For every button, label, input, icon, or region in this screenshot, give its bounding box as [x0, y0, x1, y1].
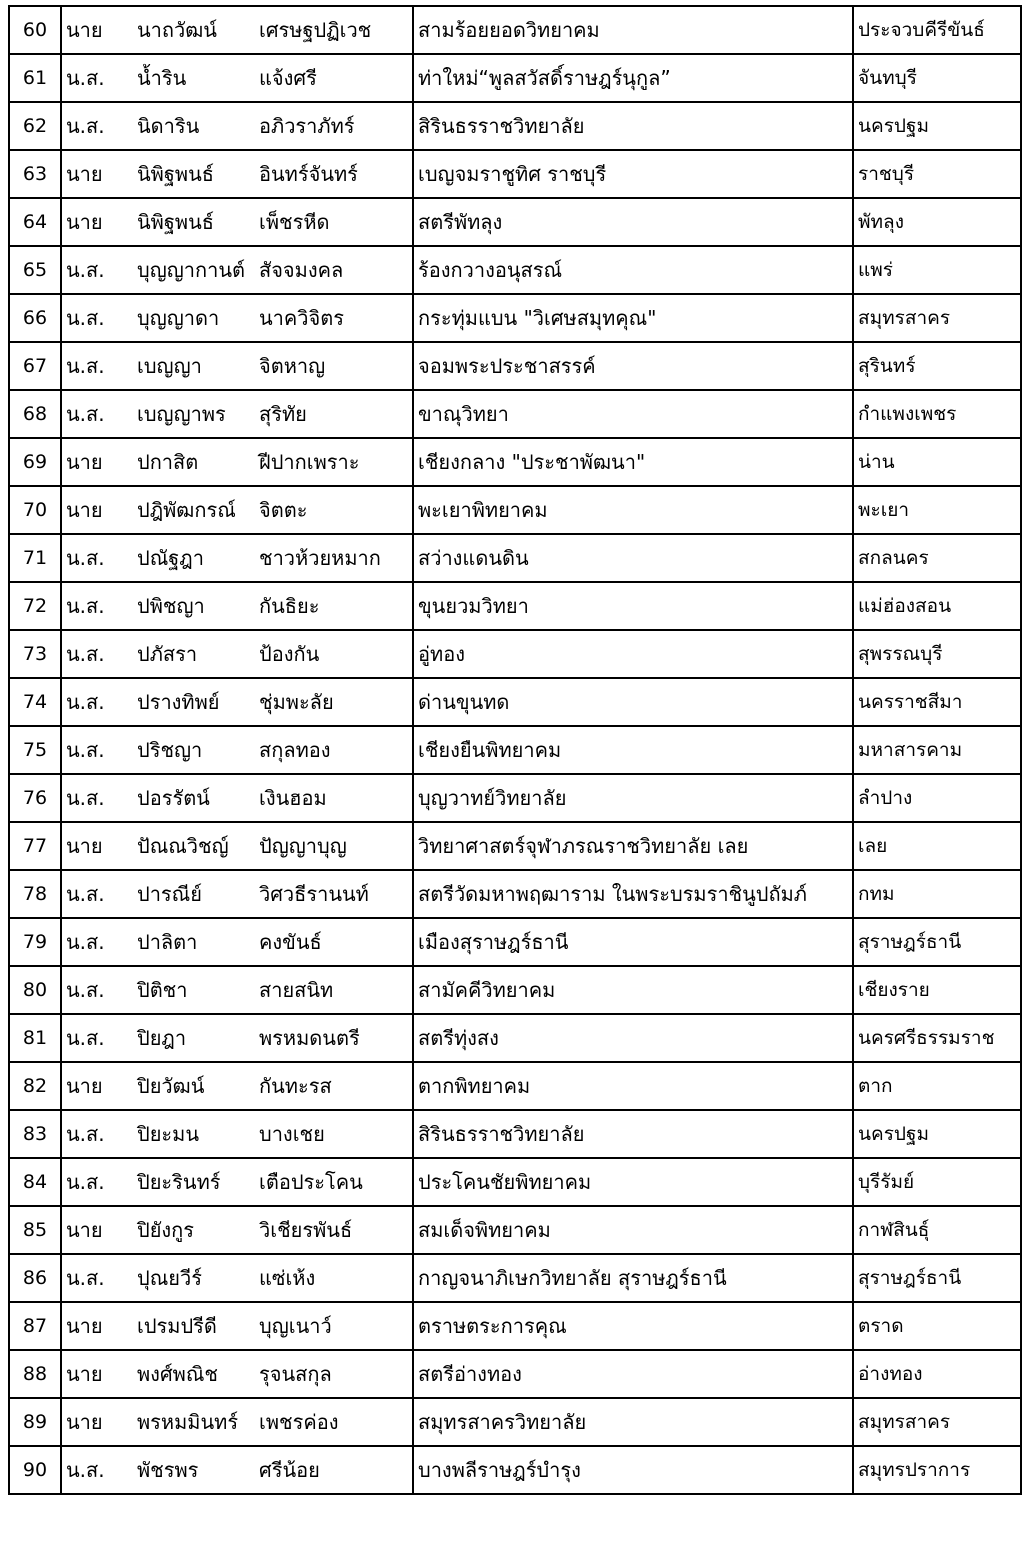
table-row — [9, 102, 1021, 150]
school-cell: เบญจมราชูทิศ ราชบุรี — [413, 150, 853, 198]
title-cell: น.ส. — [61, 390, 131, 438]
row-number-cell: 82 — [9, 1062, 61, 1110]
row-number-cell: 75 — [9, 726, 61, 774]
school-cell: กระทุ่มแบน "วิเศษสมุทคุณ" — [413, 294, 853, 342]
school-cell: สามัคคีวิทยาคม — [413, 966, 853, 1014]
table-row — [9, 198, 1021, 246]
province-cell: ราชบุรี — [853, 150, 1021, 198]
title-cell: นาย — [61, 486, 131, 534]
table-row — [9, 294, 1021, 342]
school-cell: สตรีทุ่งสง — [413, 1014, 853, 1062]
first-name-cell: ปิติชา — [131, 966, 255, 1014]
school-cell: เมืองสุราษฎร์ธานี — [413, 918, 853, 966]
province-cell: น่าน — [853, 438, 1021, 486]
first-name-cell: พงศ์พณิช — [131, 1350, 255, 1398]
province-cell: ประจวบคีรีขันธ์ — [853, 6, 1021, 54]
table-row — [9, 726, 1021, 774]
province-cell: กาฬสินธุ์ — [853, 1206, 1021, 1254]
school-cell: อู่ทอง — [413, 630, 853, 678]
table-row — [9, 390, 1021, 438]
last-name-cell: รุจนสกุล — [255, 1350, 413, 1398]
row-number-cell: 81 — [9, 1014, 61, 1062]
school-cell: บางพลีราษฎร์บำรุง — [413, 1446, 853, 1494]
title-cell: น.ส. — [61, 678, 131, 726]
school-cell: กาญจนาภิเษกวิทยาลัย สุราษฎร์ธานี — [413, 1254, 853, 1302]
title-cell: น.ส. — [61, 534, 131, 582]
table-row — [9, 966, 1021, 1014]
row-number-cell: 90 — [9, 1446, 61, 1494]
school-cell: สตรีวัดมหาพฤฒาราม ในพระบรมราชินูปถัมภ์ — [413, 870, 853, 918]
row-number-cell: 87 — [9, 1302, 61, 1350]
title-cell: น.ส. — [61, 1254, 131, 1302]
title-cell: น.ส. — [61, 966, 131, 1014]
table-row — [9, 54, 1021, 102]
first-name-cell: ปกาสิต — [131, 438, 255, 486]
table-row — [9, 6, 1021, 54]
title-cell: นาย — [61, 1302, 131, 1350]
province-cell: บุรีรัมย์ — [853, 1158, 1021, 1206]
row-number-cell: 84 — [9, 1158, 61, 1206]
row-number-cell: 71 — [9, 534, 61, 582]
province-cell: สมุทรสาคร — [853, 1398, 1021, 1446]
province-cell: สุรินทร์ — [853, 342, 1021, 390]
province-cell: กำแพงเพชร — [853, 390, 1021, 438]
first-name-cell: บุญญากานต์ — [131, 246, 255, 294]
province-cell: จันทบุรี — [853, 54, 1021, 102]
row-number-cell: 89 — [9, 1398, 61, 1446]
table-row — [9, 870, 1021, 918]
title-cell: น.ส. — [61, 54, 131, 102]
first-name-cell: ปอรรัตน์ — [131, 774, 255, 822]
table-row — [9, 582, 1021, 630]
school-cell: สิรินธรราชวิทยาลัย — [413, 1110, 853, 1158]
row-number-cell: 68 — [9, 390, 61, 438]
school-cell: เชียงยืนพิทยาคม — [413, 726, 853, 774]
row-number-cell: 77 — [9, 822, 61, 870]
last-name-cell: จิตหาญ — [255, 342, 413, 390]
table-row — [9, 1110, 1021, 1158]
first-name-cell: ปพิชญา — [131, 582, 255, 630]
table-row — [9, 1350, 1021, 1398]
last-name-cell: เพชรค่อง — [255, 1398, 413, 1446]
first-name-cell: น้ำริน — [131, 54, 255, 102]
table-row — [9, 246, 1021, 294]
province-cell: สมุทรปราการ — [853, 1446, 1021, 1494]
last-name-cell: ชาวห้วยหมาก — [255, 534, 413, 582]
table-row — [9, 678, 1021, 726]
title-cell: นาย — [61, 198, 131, 246]
school-cell: พะเยาพิทยาคม — [413, 486, 853, 534]
first-name-cell: ปิยังกูร — [131, 1206, 255, 1254]
title-cell: นาย — [61, 1062, 131, 1110]
last-name-cell: สายสนิท — [255, 966, 413, 1014]
first-name-cell: ปัณณวิชญ์ — [131, 822, 255, 870]
first-name-cell: บุญญาดา — [131, 294, 255, 342]
table-row — [9, 918, 1021, 966]
row-number-cell: 79 — [9, 918, 61, 966]
first-name-cell: ปารณีย์ — [131, 870, 255, 918]
title-cell: น.ส. — [61, 870, 131, 918]
first-name-cell: นาถวัฒน์ — [131, 6, 255, 54]
first-name-cell: ปฎิพัฒกรณ์ — [131, 486, 255, 534]
title-cell: น.ส. — [61, 582, 131, 630]
table-row — [9, 486, 1021, 534]
school-cell: สว่างแดนดิน — [413, 534, 853, 582]
row-number-cell: 76 — [9, 774, 61, 822]
title-cell: น.ส. — [61, 726, 131, 774]
school-cell: สมเด็จพิทยาคม — [413, 1206, 853, 1254]
province-cell: นครศรีธรรมราช — [853, 1014, 1021, 1062]
row-number-cell: 88 — [9, 1350, 61, 1398]
province-cell: มหาสารคาม — [853, 726, 1021, 774]
row-number-cell: 73 — [9, 630, 61, 678]
table-row — [9, 630, 1021, 678]
province-cell: พัทลุง — [853, 198, 1021, 246]
last-name-cell: จิตตะ — [255, 486, 413, 534]
row-number-cell: 80 — [9, 966, 61, 1014]
last-name-cell: สกุลทอง — [255, 726, 413, 774]
province-cell: อ่างทอง — [853, 1350, 1021, 1398]
first-name-cell: ปิยฎา — [131, 1014, 255, 1062]
title-cell: น.ส. — [61, 918, 131, 966]
title-cell: นาย — [61, 1206, 131, 1254]
title-cell: น.ส. — [61, 774, 131, 822]
province-cell: นครปฐม — [853, 102, 1021, 150]
last-name-cell: แซ่เห้ง — [255, 1254, 413, 1302]
last-name-cell: สุริทัย — [255, 390, 413, 438]
title-cell: น.ส. — [61, 102, 131, 150]
row-number-cell: 63 — [9, 150, 61, 198]
school-cell: สามร้อยยอดวิทยาคม — [413, 6, 853, 54]
table-row — [9, 438, 1021, 486]
school-cell: ประโคนชัยพิทยาคม — [413, 1158, 853, 1206]
title-cell: น.ส. — [61, 1110, 131, 1158]
table-row — [9, 774, 1021, 822]
last-name-cell: อินทร์จันทร์ — [255, 150, 413, 198]
province-cell: สุราษฎร์ธานี — [853, 1254, 1021, 1302]
row-number-cell: 60 — [9, 6, 61, 54]
school-cell: ตากพิทยาคม — [413, 1062, 853, 1110]
title-cell: นาย — [61, 822, 131, 870]
last-name-cell: ฝีปากเพราะ — [255, 438, 413, 486]
province-cell: ลำปาง — [853, 774, 1021, 822]
school-cell: ด่านขุนทด — [413, 678, 853, 726]
table-row — [9, 1254, 1021, 1302]
last-name-cell: อภิวราภัทร์ — [255, 102, 413, 150]
row-number-cell: 78 — [9, 870, 61, 918]
last-name-cell: กันทะรส — [255, 1062, 413, 1110]
province-cell: พะเยา — [853, 486, 1021, 534]
first-name-cell: เปรมปรีดี — [131, 1302, 255, 1350]
school-cell: ขาณุวิทยา — [413, 390, 853, 438]
table-row — [9, 1302, 1021, 1350]
province-cell: แพร่ — [853, 246, 1021, 294]
school-cell: สตรีพัทลุง — [413, 198, 853, 246]
title-cell: น.ส. — [61, 342, 131, 390]
title-cell: น.ส. — [61, 630, 131, 678]
row-number-cell: 70 — [9, 486, 61, 534]
title-cell: นาย — [61, 6, 131, 54]
table-row — [9, 1158, 1021, 1206]
last-name-cell: เพ็ชรหีด — [255, 198, 413, 246]
last-name-cell: ชุ่มพะลัย — [255, 678, 413, 726]
last-name-cell: วิศวธีรานนท์ — [255, 870, 413, 918]
last-name-cell: แจ้งศรี — [255, 54, 413, 102]
first-name-cell: พรหมมินทร์ — [131, 1398, 255, 1446]
row-number-cell: 64 — [9, 198, 61, 246]
province-cell: สุพรรณบุรี — [853, 630, 1021, 678]
province-cell: ตราด — [853, 1302, 1021, 1350]
table-row — [9, 150, 1021, 198]
first-name-cell: ปิยวัฒน์ — [131, 1062, 255, 1110]
school-cell: บุญวาทย์วิทยาลัย — [413, 774, 853, 822]
row-number-cell: 74 — [9, 678, 61, 726]
last-name-cell: บุญเนาว์ — [255, 1302, 413, 1350]
last-name-cell: เศรษฐปฏิเวช — [255, 6, 413, 54]
province-cell: ตาก — [853, 1062, 1021, 1110]
province-cell: กทม — [853, 870, 1021, 918]
title-cell: น.ส. — [61, 246, 131, 294]
table-row — [9, 1398, 1021, 1446]
first-name-cell: ปริชญา — [131, 726, 255, 774]
province-cell: เชียงราย — [853, 966, 1021, 1014]
roster-body — [9, 6, 1021, 1494]
last-name-cell: นาควิจิตร — [255, 294, 413, 342]
first-name-cell: ปณัฐฎา — [131, 534, 255, 582]
last-name-cell: กันธิยะ — [255, 582, 413, 630]
province-cell: นครราชสีมา — [853, 678, 1021, 726]
school-cell: สิรินธรราชวิทยาลัย — [413, 102, 853, 150]
first-name-cell: ปิยะมน — [131, 1110, 255, 1158]
title-cell: น.ส. — [61, 1446, 131, 1494]
table-row — [9, 1014, 1021, 1062]
row-number-cell: 65 — [9, 246, 61, 294]
table-row — [9, 342, 1021, 390]
school-cell: ร้องกวางอนุสรณ์ — [413, 246, 853, 294]
title-cell: น.ส. — [61, 294, 131, 342]
title-cell: นาย — [61, 438, 131, 486]
province-cell: แม่ฮ่องสอน — [853, 582, 1021, 630]
school-cell: เชียงกลาง "ประชาพัฒนา" — [413, 438, 853, 486]
first-name-cell: พัชรพร — [131, 1446, 255, 1494]
province-cell: นครปฐม — [853, 1110, 1021, 1158]
first-name-cell: เบญญาพร — [131, 390, 255, 438]
province-cell: สุราษฎร์ธานี — [853, 918, 1021, 966]
row-number-cell: 67 — [9, 342, 61, 390]
school-cell: จอมพระประชาสรรค์ — [413, 342, 853, 390]
province-cell: สมุทรสาคร — [853, 294, 1021, 342]
school-cell: สตรีอ่างทอง — [413, 1350, 853, 1398]
row-number-cell: 72 — [9, 582, 61, 630]
school-cell: สมุทรสาครวิทยาลัย — [413, 1398, 853, 1446]
last-name-cell: พรหมดนตรี — [255, 1014, 413, 1062]
table-row — [9, 1446, 1021, 1494]
first-name-cell: ปภัสรา — [131, 630, 255, 678]
first-name-cell: ปรางทิพย์ — [131, 678, 255, 726]
school-cell: วิทยาศาสตร์จุฬาภรณราชวิทยาลัย เลย — [413, 822, 853, 870]
table-row — [9, 1062, 1021, 1110]
title-cell: นาย — [61, 1350, 131, 1398]
title-cell: น.ส. — [61, 1014, 131, 1062]
title-cell: นาย — [61, 150, 131, 198]
last-name-cell: สัจจมงคล — [255, 246, 413, 294]
last-name-cell: ศรีน้อย — [255, 1446, 413, 1494]
row-number-cell: 66 — [9, 294, 61, 342]
last-name-cell: วิเชียรพันธ์ — [255, 1206, 413, 1254]
last-name-cell: ป้องกัน — [255, 630, 413, 678]
first-name-cell: ปุณยวีร์ — [131, 1254, 255, 1302]
school-cell: ตราษตระการคุณ — [413, 1302, 853, 1350]
row-number-cell: 83 — [9, 1110, 61, 1158]
first-name-cell: นิพิฐพนธ์ — [131, 198, 255, 246]
table-row — [9, 534, 1021, 582]
title-cell: น.ส. — [61, 1158, 131, 1206]
row-number-cell: 86 — [9, 1254, 61, 1302]
last-name-cell: บางเชย — [255, 1110, 413, 1158]
province-cell: สกลนคร — [853, 534, 1021, 582]
row-number-cell: 62 — [9, 102, 61, 150]
row-number-cell: 85 — [9, 1206, 61, 1254]
table-row — [9, 1206, 1021, 1254]
last-name-cell: ปัญญาบุญ — [255, 822, 413, 870]
table-row — [9, 822, 1021, 870]
first-name-cell: เบญญา — [131, 342, 255, 390]
row-number-cell: 69 — [9, 438, 61, 486]
title-cell: นาย — [61, 1398, 131, 1446]
first-name-cell: นิดาริน — [131, 102, 255, 150]
province-cell: เลย — [853, 822, 1021, 870]
school-cell: ท่าใหม่“พูลสวัสดิ์ราษฎร์นุกูล” — [413, 54, 853, 102]
last-name-cell: เตือประโคน — [255, 1158, 413, 1206]
student-roster-table — [8, 5, 1022, 1495]
school-cell: ขุนยวมวิทยา — [413, 582, 853, 630]
first-name-cell: นิพิฐพนธ์ — [131, 150, 255, 198]
row-number-cell: 61 — [9, 54, 61, 102]
first-name-cell: ปิยะรินทร์ — [131, 1158, 255, 1206]
first-name-cell: ปาลิตา — [131, 918, 255, 966]
last-name-cell: เงินฮอม — [255, 774, 413, 822]
last-name-cell: คงขันธ์ — [255, 918, 413, 966]
